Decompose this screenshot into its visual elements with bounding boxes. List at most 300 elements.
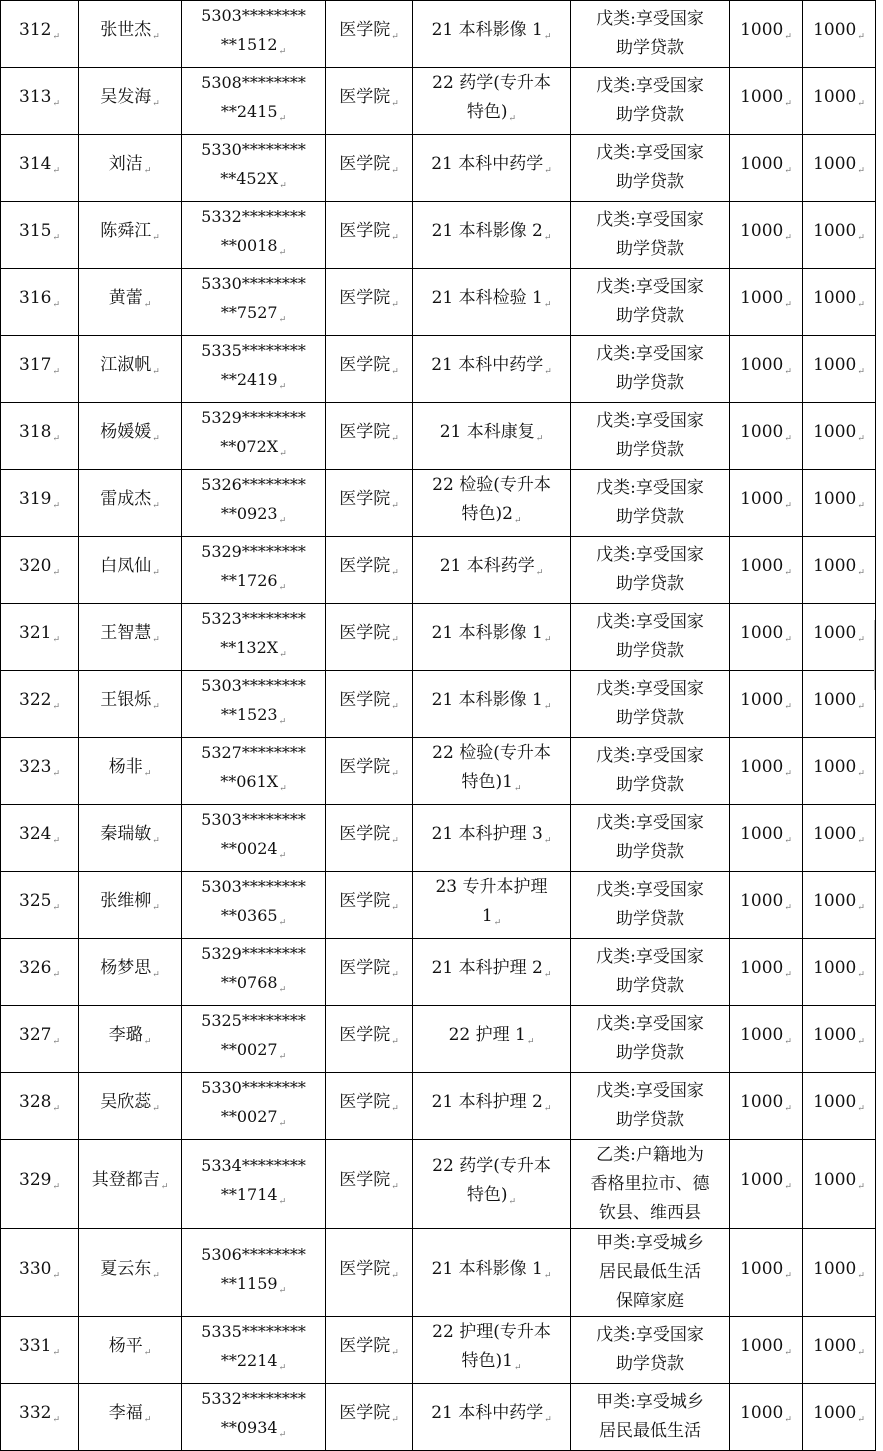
- cell-text: 316: [19, 288, 52, 308]
- cell-text: 5334********: [201, 1156, 306, 1175]
- cell-major: [413, 1229, 571, 1317]
- cell-text: 吴欣蕊: [100, 1092, 152, 1112]
- paragraph-mark-icon: ↵: [857, 1415, 865, 1425]
- cell-text: 戊类:享受国家: [596, 1014, 704, 1034]
- cell-text: 1000: [740, 1336, 784, 1356]
- cell-no: [1, 537, 79, 604]
- cell-text: 1000: [813, 1258, 857, 1279]
- cell-name: [79, 537, 182, 604]
- cell-id: [182, 1073, 326, 1140]
- paragraph-mark-icon: ↵: [52, 1415, 60, 1425]
- paragraph-mark-icon: ↵: [278, 1285, 287, 1296]
- paragraph-mark-icon: ↵: [278, 717, 287, 727]
- paragraph-mark-icon: ↵: [784, 166, 792, 176]
- cell-id: [182, 403, 326, 470]
- cell-no: [1, 1229, 79, 1317]
- cell-college: [326, 1229, 413, 1317]
- paragraph-mark-icon: ↵: [152, 702, 160, 712]
- cell-text: 23 专升本护理: [435, 876, 548, 897]
- paragraph-mark-icon: ↵: [857, 1270, 865, 1281]
- cell-name: [79, 202, 182, 269]
- cell-category: [571, 470, 730, 537]
- cell-no: [1, 135, 79, 202]
- cell-text: 医学院: [339, 1170, 391, 1190]
- cell-text: 21 本科中药学: [431, 1403, 544, 1423]
- cell-text: 医学院: [339, 422, 391, 442]
- cell-name: [79, 1317, 182, 1384]
- paragraph-mark-icon: ↵: [391, 367, 399, 377]
- cell-b: [803, 604, 876, 671]
- cell-text: 1000: [740, 87, 784, 107]
- cell-text: 医学院: [339, 958, 391, 978]
- paragraph-mark-icon: ↵: [278, 47, 287, 57]
- cell-text: 5330********: [201, 140, 306, 159]
- table-row: [1, 269, 876, 336]
- cell-text: 1000: [813, 891, 857, 911]
- cell-text: 吴发海: [100, 87, 152, 107]
- cell-college: [326, 738, 413, 805]
- cell-text: 318: [19, 422, 52, 442]
- cell-text: 戊类:享受国家: [596, 76, 704, 96]
- cell-college: [326, 1317, 413, 1384]
- cell-b: [803, 1384, 876, 1451]
- table-row: [1, 671, 876, 738]
- cell-text: 325: [19, 891, 52, 911]
- paragraph-mark-icon: ↵: [52, 970, 60, 980]
- cell-major: [413, 470, 571, 537]
- paragraph-mark-icon: ↵: [52, 702, 60, 712]
- cell-text: 戊类:享受国家: [596, 411, 704, 431]
- cell-major: [413, 269, 571, 336]
- cell-text: 助学贷款: [616, 775, 684, 795]
- paragraph-mark-icon: ↵: [526, 1037, 535, 1047]
- cell-id: [182, 805, 326, 872]
- cell-college: [326, 939, 413, 1006]
- cell-text: 313: [19, 87, 52, 107]
- cell-college: [326, 671, 413, 738]
- cell-text: 李福: [108, 1403, 143, 1423]
- cell-category: [571, 1006, 730, 1073]
- cell-text: 1000: [740, 288, 784, 308]
- cell-text: 320: [19, 556, 52, 576]
- cell-text: 白凤仙: [100, 556, 152, 576]
- cell-a: [730, 1, 803, 68]
- cell-text: 332: [19, 1403, 52, 1423]
- paragraph-mark-icon: ↵: [543, 836, 552, 846]
- cell-college: [326, 336, 413, 403]
- cell-name: [79, 269, 182, 336]
- cell-text: 1000: [813, 221, 857, 241]
- cell-text: 戊类:享受国家: [596, 210, 704, 230]
- cell-no: [1, 805, 79, 872]
- cell-text: 5303********: [201, 810, 306, 829]
- cell-major: [413, 1140, 571, 1229]
- cell-text: 1000: [813, 1336, 857, 1356]
- cell-text: 319: [19, 489, 52, 509]
- paragraph-mark-icon: ↵: [391, 635, 399, 645]
- cell-college: [326, 1140, 413, 1229]
- cell-name: [79, 403, 182, 470]
- cell-text: 5303********: [201, 676, 306, 695]
- paragraph-mark-icon: ↵: [279, 784, 287, 794]
- cell-category: [571, 202, 730, 269]
- cell-text: 1000: [813, 87, 857, 107]
- paragraph-mark-icon: ↵: [857, 769, 865, 779]
- cell-name: [79, 1229, 182, 1317]
- paragraph-mark-icon: ↵: [278, 315, 287, 325]
- cell-text: 戊类:享受国家: [596, 746, 704, 766]
- cell-text: 助学贷款: [616, 842, 684, 862]
- paragraph-mark-icon: ↵: [857, 903, 865, 913]
- cell-text: 5335********: [201, 1322, 306, 1341]
- paragraph-mark-icon: ↵: [513, 515, 522, 526]
- cell-text: 陈舜江: [100, 221, 152, 241]
- cell-text: 王智慧: [100, 623, 152, 643]
- paragraph-mark-icon: ↵: [784, 568, 792, 578]
- cell-text: 21 本科影像 1: [431, 690, 543, 710]
- paragraph-mark-icon: ↵: [279, 181, 287, 191]
- cell-text: 戊类:享受国家: [596, 880, 704, 900]
- cell-id: [182, 738, 326, 805]
- cell-id: [182, 470, 326, 537]
- cell-text: 1000: [813, 757, 857, 777]
- cell-name: [79, 604, 182, 671]
- cell-b: [803, 1006, 876, 1073]
- cell-category: [571, 135, 730, 202]
- cell-b: [803, 135, 876, 202]
- paragraph-mark-icon: ↵: [543, 233, 552, 243]
- paragraph-mark-icon: ↵: [857, 166, 865, 176]
- cell-a: [730, 68, 803, 135]
- cell-text: 特色)1: [461, 771, 513, 792]
- cell-b: [803, 537, 876, 604]
- cell-text: 5330********: [201, 1078, 306, 1097]
- cell-name: [79, 1384, 182, 1451]
- cell-text: **0768: [220, 973, 278, 992]
- cell-no: [1, 939, 79, 1006]
- cell-text: 戊类:享受国家: [596, 545, 704, 565]
- paragraph-mark-icon: ↵: [391, 300, 399, 310]
- paragraph-mark-icon: ↵: [391, 166, 399, 176]
- cell-text: 张维柳: [100, 891, 152, 911]
- cell-text: 居民最低生活: [599, 1421, 701, 1441]
- table-row: [1, 135, 876, 202]
- cell-b: [803, 470, 876, 537]
- cell-text: 医学院: [339, 154, 391, 174]
- cell-college: [326, 872, 413, 939]
- cell-text: 戊类:享受国家: [596, 813, 704, 833]
- cell-text: 助学贷款: [616, 574, 684, 594]
- paragraph-mark-icon: ↵: [784, 99, 792, 109]
- paragraph-mark-icon: ↵: [152, 99, 160, 109]
- paragraph-mark-icon: ↵: [508, 113, 517, 124]
- cell-text: 钦县、维西县: [599, 1202, 701, 1223]
- cell-text: 5303********: [201, 877, 306, 896]
- cell-b: [803, 403, 876, 470]
- cell-major: [413, 872, 571, 939]
- paragraph-mark-icon: ↵: [391, 1415, 399, 1425]
- paragraph-mark-icon: ↵: [535, 434, 544, 444]
- paragraph-mark-icon: ↵: [278, 248, 287, 258]
- cell-text: 22 药学(专升本: [432, 1155, 551, 1176]
- cell-text: 1000: [813, 824, 857, 844]
- cell-category: [571, 1384, 730, 1451]
- cell-college: [326, 470, 413, 537]
- cell-a: [730, 939, 803, 1006]
- cell-id: [182, 1140, 326, 1229]
- cell-text: 医学院: [339, 1092, 391, 1112]
- cell-category: [571, 68, 730, 135]
- cell-text: 1000: [813, 355, 857, 375]
- cell-text: 居民最低生活: [599, 1262, 701, 1282]
- paragraph-mark-icon: ↵: [143, 1037, 152, 1047]
- cell-text: **0027: [220, 1040, 278, 1059]
- cell-major: [413, 939, 571, 1006]
- cell-text: 秦瑞敏: [100, 824, 152, 844]
- cell-text: 医学院: [339, 556, 391, 576]
- cell-id: [182, 604, 326, 671]
- table-row: [1, 537, 876, 604]
- paragraph-mark-icon: ↵: [784, 1037, 792, 1047]
- cell-text: 1000: [740, 623, 784, 643]
- cell-a: [730, 805, 803, 872]
- paragraph-mark-icon: ↵: [857, 970, 865, 980]
- cell-text: 1000: [740, 1258, 784, 1279]
- cell-id: [182, 872, 326, 939]
- cell-text: 医学院: [339, 1403, 391, 1423]
- cell-text: 21 本科影像 1: [431, 20, 543, 40]
- cell-text: 助学贷款: [616, 976, 684, 996]
- table-row: [1, 1, 876, 68]
- paragraph-mark-icon: ↵: [543, 702, 552, 712]
- cell-college: [326, 135, 413, 202]
- cell-name: [79, 805, 182, 872]
- cell-major: [413, 671, 571, 738]
- cell-text: 医学院: [339, 757, 391, 777]
- paragraph-mark-icon: ↵: [143, 300, 152, 310]
- paragraph-mark-icon: ↵: [544, 367, 552, 377]
- cell-a: [730, 1384, 803, 1451]
- cell-text: 特色)1: [461, 1350, 513, 1371]
- cell-name: [79, 470, 182, 537]
- cell-category: [571, 805, 730, 872]
- paragraph-mark-icon: ↵: [857, 1182, 865, 1192]
- paragraph-mark-icon: ↵: [857, 1037, 865, 1047]
- cell-text: 特色)2: [461, 503, 513, 524]
- cell-category: [571, 738, 730, 805]
- cell-id: [182, 202, 326, 269]
- cell-a: [730, 1140, 803, 1229]
- paragraph-mark-icon: ↵: [543, 635, 552, 645]
- cell-category: [571, 269, 730, 336]
- cell-a: [730, 1229, 803, 1317]
- cell-name: [79, 1006, 182, 1073]
- cell-name: [79, 872, 182, 939]
- table-row: [1, 470, 876, 537]
- paragraph-mark-icon: ↵: [391, 702, 399, 712]
- cell-text: 315: [19, 221, 52, 241]
- cell-text: 1000: [813, 154, 857, 174]
- paragraph-mark-icon: ↵: [52, 1104, 60, 1114]
- cell-major: [413, 1317, 571, 1384]
- cell-text: **0024: [220, 839, 278, 858]
- cell-text: 1000: [740, 221, 784, 241]
- cell-major: [413, 1, 571, 68]
- cell-text: 黄蕾: [108, 288, 143, 308]
- paragraph-mark-icon: ↵: [52, 769, 60, 779]
- cell-no: [1, 872, 79, 939]
- cell-text: 杨非: [108, 757, 143, 777]
- paragraph-mark-icon: ↵: [160, 1182, 169, 1192]
- paragraph-mark-icon: ↵: [52, 1182, 60, 1192]
- cell-text: 22 检验(专升本: [432, 742, 551, 763]
- cell-text: 1000: [813, 288, 857, 308]
- cell-text: 助学贷款: [616, 909, 684, 929]
- paragraph-mark-icon: ↵: [152, 367, 160, 377]
- cell-a: [730, 269, 803, 336]
- cell-no: [1, 738, 79, 805]
- cell-text: **1726: [220, 571, 278, 590]
- table-row: [1, 738, 876, 805]
- cell-text: **061X: [220, 772, 279, 791]
- cell-a: [730, 872, 803, 939]
- paragraph-mark-icon: ↵: [278, 985, 287, 995]
- paragraph-mark-icon: ↵: [52, 1270, 60, 1281]
- cell-text: 5332********: [201, 207, 306, 226]
- table-body: [1, 1, 876, 1451]
- cell-category: [571, 671, 730, 738]
- cell-text: 戊类:享受国家: [596, 478, 704, 498]
- paragraph-mark-icon: ↵: [52, 300, 60, 310]
- cell-b: [803, 68, 876, 135]
- cell-major: [413, 68, 571, 135]
- paragraph-mark-icon: ↵: [513, 783, 522, 794]
- paragraph-mark-icon: ↵: [544, 166, 552, 176]
- paragraph-mark-icon: ↵: [278, 1363, 287, 1373]
- cell-major: [413, 537, 571, 604]
- cell-id: [182, 1317, 326, 1384]
- cell-text: 戊类:享受国家: [596, 679, 704, 699]
- cell-id: [182, 336, 326, 403]
- cell-college: [326, 202, 413, 269]
- cell-text: 刘洁: [108, 154, 143, 174]
- cell-name: [79, 336, 182, 403]
- cell-text: 5306********: [201, 1244, 306, 1264]
- cell-name: [79, 1073, 182, 1140]
- cell-text: 5325********: [201, 1011, 306, 1030]
- cell-id: [182, 269, 326, 336]
- paragraph-mark-icon: ↵: [391, 501, 399, 511]
- cell-major: [413, 1073, 571, 1140]
- paragraph-mark-icon: ↵: [784, 32, 792, 42]
- cell-name: [79, 68, 182, 135]
- cell-text: 助学贷款: [616, 105, 684, 125]
- paragraph-mark-icon: ↵: [279, 650, 287, 660]
- cell-text: 5308********: [201, 73, 306, 92]
- paragraph-mark-icon: ↵: [52, 635, 60, 645]
- cell-a: [730, 1006, 803, 1073]
- paragraph-mark-icon: ↵: [391, 568, 399, 578]
- cell-category: [571, 604, 730, 671]
- paragraph-mark-icon: ↵: [391, 836, 399, 846]
- paragraph-mark-icon: ↵: [391, 99, 399, 109]
- paragraph-mark-icon: ↵: [784, 1415, 792, 1425]
- cell-text: 夏云东: [100, 1258, 152, 1279]
- paragraph-mark-icon: ↵: [784, 434, 792, 444]
- cell-college: [326, 1384, 413, 1451]
- cell-text: 甲类:享受城乡: [596, 1392, 704, 1412]
- cell-text: 戊类:享受国家: [596, 9, 704, 29]
- paragraph-mark-icon: ↵: [784, 903, 792, 913]
- cell-no: [1, 1317, 79, 1384]
- cell-major: [413, 1006, 571, 1073]
- paragraph-mark-icon: ↵: [543, 1270, 552, 1281]
- paragraph-mark-icon: ↵: [52, 367, 60, 377]
- paragraph-mark-icon: ↵: [143, 769, 152, 779]
- cell-major: [413, 738, 571, 805]
- cell-text: 医学院: [339, 690, 391, 710]
- cell-text: 5327********: [201, 743, 306, 762]
- cell-text: 戊类:享受国家: [596, 1081, 704, 1101]
- cell-text: **0018: [220, 236, 278, 255]
- cell-college: [326, 1006, 413, 1073]
- cell-text: 330: [19, 1258, 52, 1279]
- cell-text: 324: [19, 824, 52, 844]
- paragraph-mark-icon: ↵: [52, 1348, 60, 1358]
- cell-a: [730, 738, 803, 805]
- cell-text: 1000: [740, 422, 784, 442]
- paragraph-mark-icon: ↵: [391, 233, 399, 243]
- cell-b: [803, 1073, 876, 1140]
- paragraph-mark-icon: ↵: [535, 568, 544, 578]
- cell-id: [182, 671, 326, 738]
- cell-category: [571, 403, 730, 470]
- paragraph-mark-icon: ↵: [152, 903, 160, 913]
- cell-text: 1000: [740, 958, 784, 978]
- cell-text: **1159: [220, 1273, 278, 1293]
- cell-text: 保障家庭: [616, 1291, 684, 1311]
- cell-text: 1000: [740, 1403, 784, 1423]
- cell-major: [413, 336, 571, 403]
- paragraph-mark-icon: ↵: [857, 1348, 865, 1358]
- cell-category: [571, 1140, 730, 1229]
- cell-b: [803, 202, 876, 269]
- cell-a: [730, 403, 803, 470]
- cell-a: [730, 671, 803, 738]
- cell-category: [571, 872, 730, 939]
- cell-name: [79, 738, 182, 805]
- paragraph-mark-icon: ↵: [278, 114, 287, 124]
- cell-category: [571, 336, 730, 403]
- cell-text: 1000: [813, 1170, 857, 1190]
- cell-text: 5303********: [201, 6, 306, 25]
- cell-text: 1000: [740, 690, 784, 710]
- paragraph-mark-icon: ↵: [143, 1348, 152, 1358]
- paragraph-mark-icon: ↵: [543, 1104, 552, 1114]
- cell-name: [79, 1140, 182, 1229]
- paragraph-mark-icon: ↵: [784, 836, 792, 846]
- paragraph-mark-icon: ↵: [857, 300, 865, 310]
- paragraph-mark-icon: ↵: [278, 1430, 287, 1440]
- cell-category: [571, 1, 730, 68]
- table-row: [1, 1006, 876, 1073]
- cell-no: [1, 403, 79, 470]
- cell-text: 5329********: [201, 542, 306, 561]
- cell-text: 21 本科检验 1: [431, 288, 543, 308]
- cell-major: [413, 403, 571, 470]
- cell-text: 助学贷款: [616, 507, 684, 527]
- cell-text: 5326********: [201, 475, 306, 494]
